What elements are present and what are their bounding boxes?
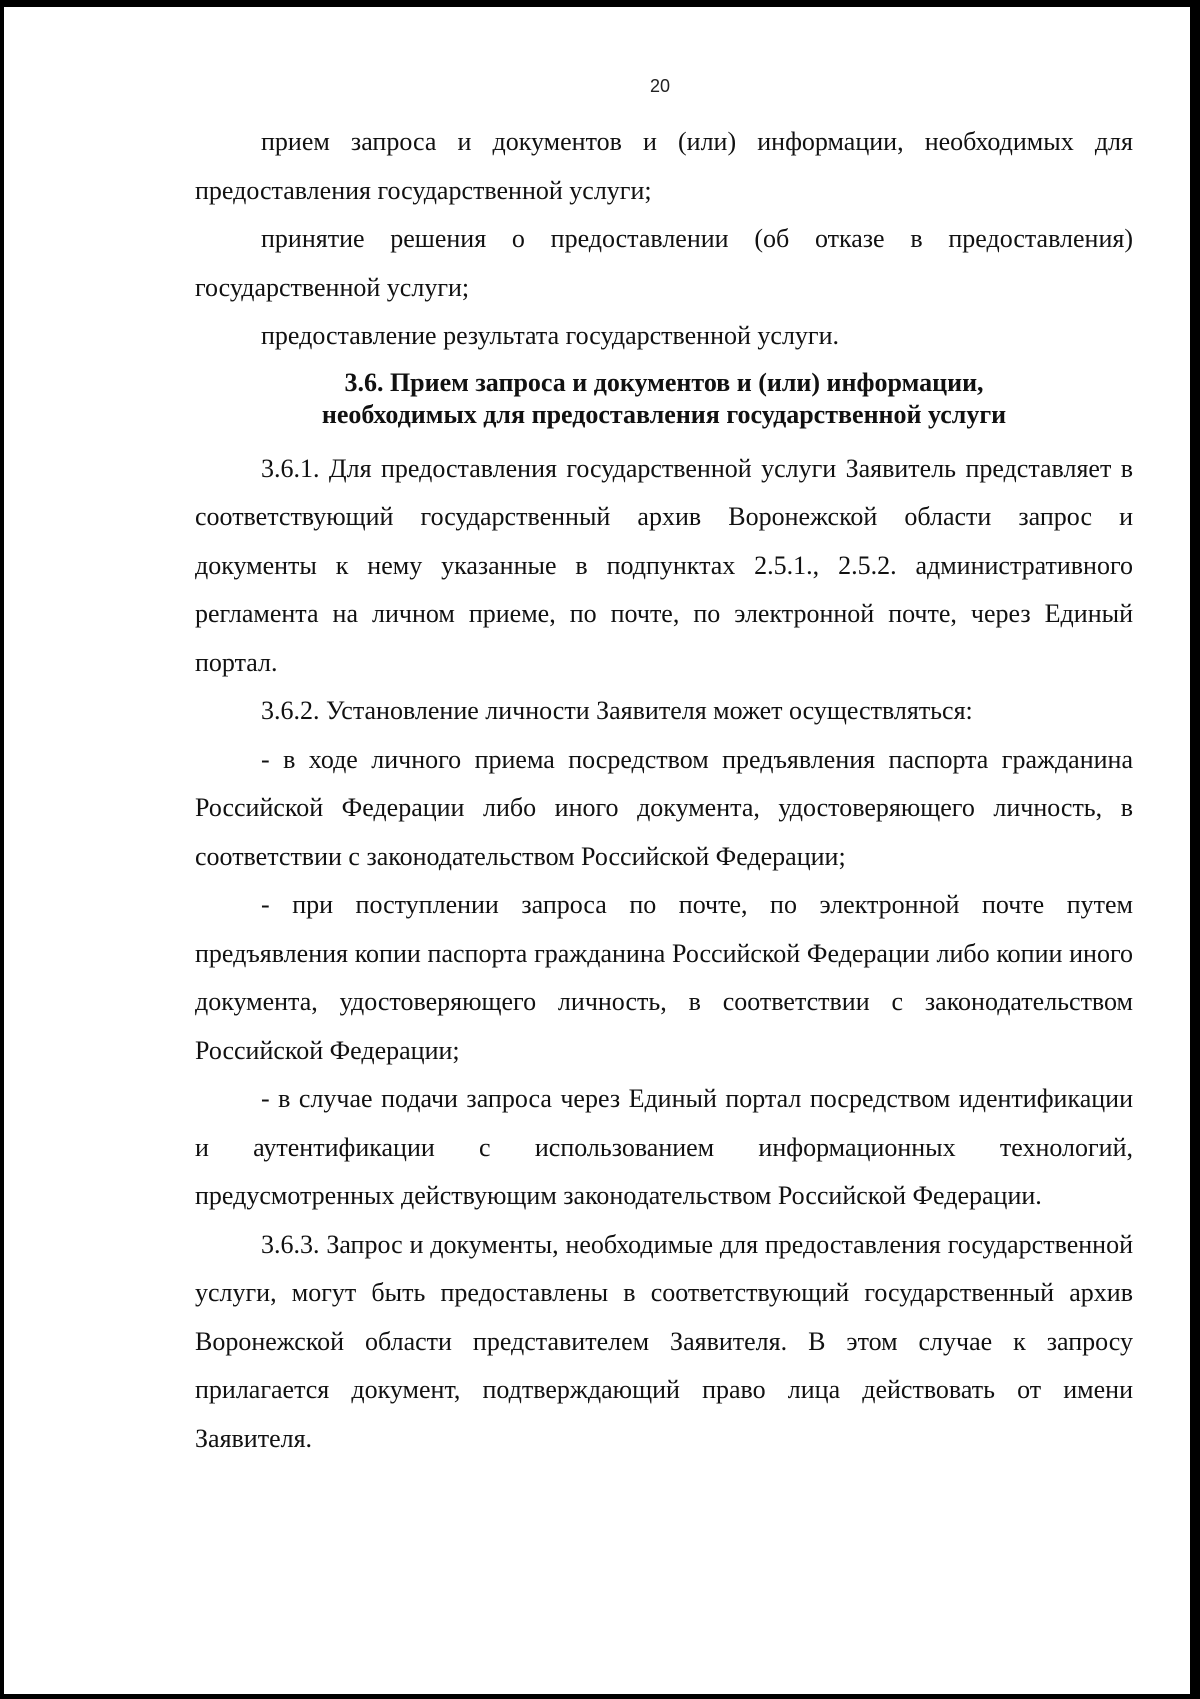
document-body [195,118,1133,1463]
section-heading [195,367,1133,431]
paragraph: прием запроса и документов и (или) информации, необходимых для предоставления государственной услуги; [195,127,1133,205]
paragraph: 3.6.1. Для предоставления государственной услуги Заявитель представляет в соответствующий государственный архив Воронежской области запрос и документы к нему указанные в подпунктах 2.5.1., 2.5.2. административного регламента на личном приеме, по почте, по электронной почте, через Единый портал. [195,453,1133,677]
paragraph: - в ходе личного приема посредством предъявления паспорта гражданина Российской Федерации либо иного документа, удостоверяющего личность, в соответствии с законодательством Российской Федерации; [195,744,1133,871]
section-heading-line: необходимых для предоставления государственной услуги [321,399,1007,429]
paragraph: предоставление результата государственной услуги. [261,321,840,350]
page-number: 20 [649,76,671,96]
paragraph: 3.6.3. Запрос и документы, необходимые для предоставления государственной услуги, могут быть предоставлены в соответствующий государственный архив Воронежской области представителем Заявителя. В этом случае к запросу прилагается документ, подтверждающий право лица действовать от имени Заявителя. [195,1229,1133,1453]
paragraph: 3.6.2. Установление личности Заявителя может осуществляться: [261,696,973,725]
paragraph: - при поступлении запроса по почте, по электронной почте путем предъявления копии паспорта гражданина Российской Федерации либо копии иного документа, удостоверяющего личность, в соответствии с законодательством Российской Федерации; [195,890,1133,1065]
paragraph: - в случае подачи запроса через Единый портал посредством идентификации и аутентификации с использованием информационных технологий, предусмотренных действующим законодательством Российской Федерации. [195,1084,1133,1210]
section-heading-line: 3.6. Прием запроса и документов и (или) информации, [344,367,984,397]
paragraph: принятие решения о предоставлении (об отказе в предоставления) государственной услуги; [195,224,1133,302]
